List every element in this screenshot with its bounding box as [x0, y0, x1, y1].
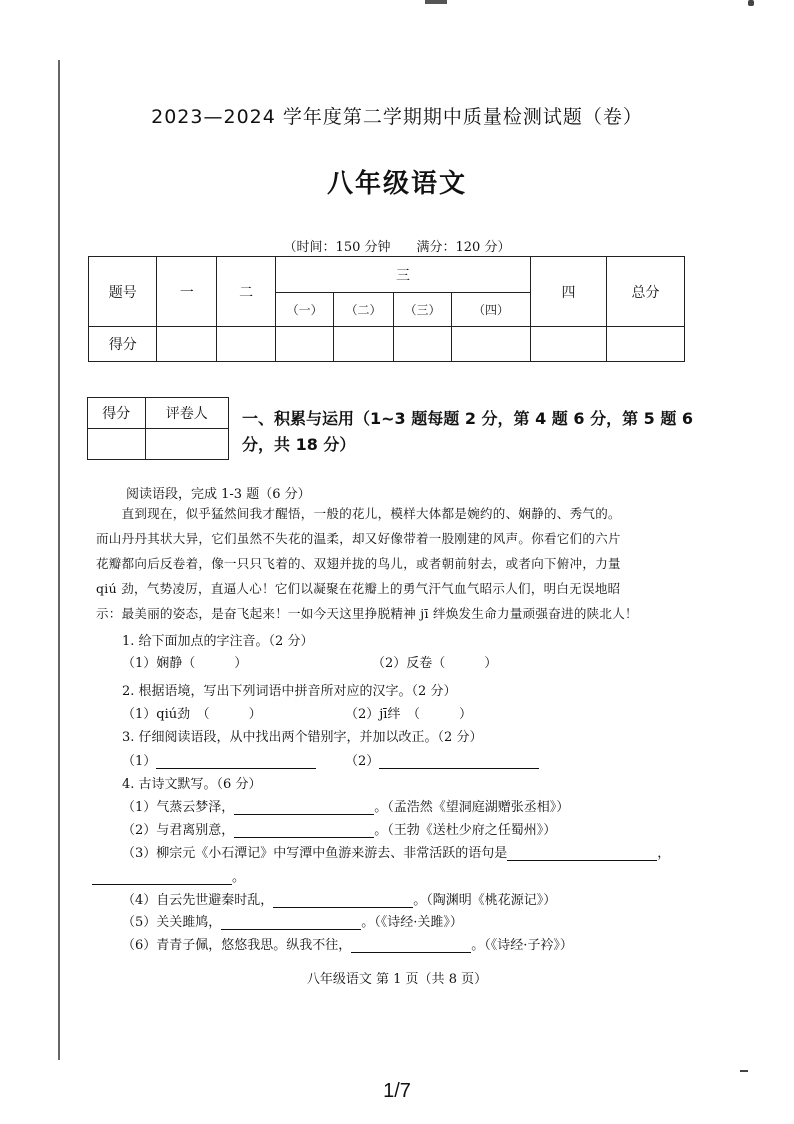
answer-blank[interactable]: [379, 754, 539, 769]
answer-blank[interactable]: [351, 938, 471, 953]
question-4b-prompt: （2）与君离别意，: [122, 823, 235, 838]
question-4c-continued: [92, 866, 245, 885]
reading-passage: [96, 501, 706, 626]
score-cell[interactable]: [530, 327, 606, 362]
passage-line: 直到现在，似乎猛然间我才醒悟，一般的花儿，模样大体都是婉约的、娴静的、秀气的。: [96, 506, 621, 521]
question-4f-prompt: （6）青青子佩，悠悠我思。纵我不往，: [122, 938, 352, 953]
score-cell[interactable]: [217, 327, 276, 362]
score-table-sub-1: （一）: [276, 293, 334, 327]
score-table-total: 总分: [606, 257, 684, 327]
exam-info: （时间：150 分钟 满分：120 分）: [283, 240, 511, 255]
score-cell[interactable]: [157, 327, 217, 362]
score-table-col-3: 三: [276, 257, 531, 293]
question-3b-label: （2）: [345, 754, 380, 769]
score-table: [88, 256, 685, 362]
viewer-page-indicator: 1/7: [383, 1080, 411, 1102]
answer-blank[interactable]: [234, 823, 374, 838]
scan-mark-top: [425, 0, 447, 4]
question-4a-prompt: （1）气蒸云梦泽，: [122, 800, 235, 815]
scan-mark-corner: [748, 0, 754, 6]
grader-name-cell[interactable]: [145, 429, 229, 460]
score-table-col-4: 四: [530, 257, 606, 327]
score-table-sub-3: （三）: [393, 293, 451, 327]
grader-score-label: 得分: [88, 398, 146, 429]
question-1b: （2）反卷（ ）: [372, 656, 498, 671]
question-4e-prompt: （5）关关雎鸠，: [122, 915, 222, 930]
reading-intro: 阅读语段，完成 1-3 题（6 分）: [126, 487, 311, 502]
question-4d-source: 。（陶渊明《桃花源记》）: [413, 893, 557, 908]
score-table-sub-2: （二）: [334, 293, 394, 327]
question-4a-source: 。（孟浩然《望洞庭湖赠张丞相》）: [374, 800, 570, 815]
question-3b: [345, 750, 539, 769]
question-3a-label: （1）: [122, 754, 157, 769]
score-cell[interactable]: [451, 327, 530, 362]
passage-line: 而山丹丹其状大异，它们虽然不失花的温柔，却又好像带着一股刚建的风声。你看它们的六片: [96, 531, 621, 546]
answer-blank[interactable]: [156, 754, 316, 769]
question-4c-prompt: （3）柳宗元《小石潭记》中写潭中鱼游来游去、非常活跃的语句是: [122, 846, 508, 861]
score-cell[interactable]: [276, 327, 334, 362]
score-cell[interactable]: [334, 327, 394, 362]
question-4c: [122, 842, 670, 861]
section-1-heading: 一、积累与运用（1~3 题每题 2 分，第 4 题 6 分，第 5 题 6 分，共 18 分）: [242, 409, 694, 454]
question-3a: [122, 750, 316, 769]
grader-name-label: 评卷人: [145, 398, 229, 429]
question-4b: [122, 819, 556, 838]
question-4a: [122, 796, 569, 815]
grader-box: [87, 397, 229, 460]
question-2a: （1）qiú劲 （ ）: [122, 707, 262, 722]
score-cell[interactable]: [606, 327, 684, 362]
question-4d: [122, 889, 556, 908]
score-table-header-question: 题号: [89, 257, 157, 327]
question-4d-prompt: （4）自云先世避秦时乱，: [122, 893, 274, 908]
question-4: 4. 古诗文默写。（6 分）: [122, 777, 262, 792]
score-table-header-score: 得分: [89, 327, 157, 362]
score-cell[interactable]: [393, 327, 451, 362]
question-4f: [122, 934, 573, 953]
grader-score-cell[interactable]: [88, 429, 146, 460]
question-4c-comma: ，: [657, 846, 671, 861]
question-3: 3. 仔细阅读语段，从中找出两个错别字，并加以改正。（2 分）: [122, 730, 483, 745]
score-table-sub-4: （四）: [451, 293, 530, 327]
question-4e-source: 。（《诗经·关雎》）: [361, 915, 463, 930]
passage-line: qiú 劲，气势凌厉，直逼人心！它们以凝聚在花瓣上的勇气汗气血气昭示人们，明白无误地昭: [96, 581, 621, 596]
binding-line: [58, 60, 60, 1060]
passage-line: 示：最美丽的姿态，是奋飞起来！一如今天这里挣脱精神 jī 绊焕发生命力量顽强奋进的陕北人！: [96, 606, 638, 621]
answer-blank[interactable]: [221, 915, 361, 930]
answer-blank[interactable]: [273, 893, 413, 908]
question-1: 1. 给下面加点的字注音。（2 分）: [122, 634, 314, 649]
answer-blank[interactable]: [234, 800, 374, 815]
score-table-col-1: 一: [157, 257, 217, 327]
exam-title: 2023—2024 学年度第二学期期中质量检测试题（卷）: [151, 106, 643, 128]
page-footer: 八年级语文 第 1 页（共 8 页）: [306, 972, 488, 987]
answer-blank[interactable]: [507, 846, 657, 861]
answer-blank[interactable]: [92, 870, 232, 885]
question-2b: （2）jī绊 （ ）: [345, 707, 472, 722]
question-4b-source: 。（王勃《送杜少府之任蜀州》）: [374, 823, 557, 838]
question-1a: （1）娴静（ ）: [122, 656, 248, 671]
question-4e: [122, 911, 463, 930]
score-table-col-2: 二: [217, 257, 276, 327]
question-4c-end: 。: [232, 870, 246, 885]
subject-title: 八年级语文: [326, 169, 467, 199]
passage-line: 花瓣都向后反卷着，像一只只飞着的、双翅并拢的鸟儿，或者朝前射去，或者向下俯冲，力量: [96, 556, 621, 571]
scan-mark-edge: [740, 1070, 748, 1072]
question-2: 2. 根据语境，写出下列词语中拼音所对应的汉字。（2 分）: [122, 684, 457, 699]
question-4f-source: 。（《诗经·子衿》）: [471, 938, 573, 953]
